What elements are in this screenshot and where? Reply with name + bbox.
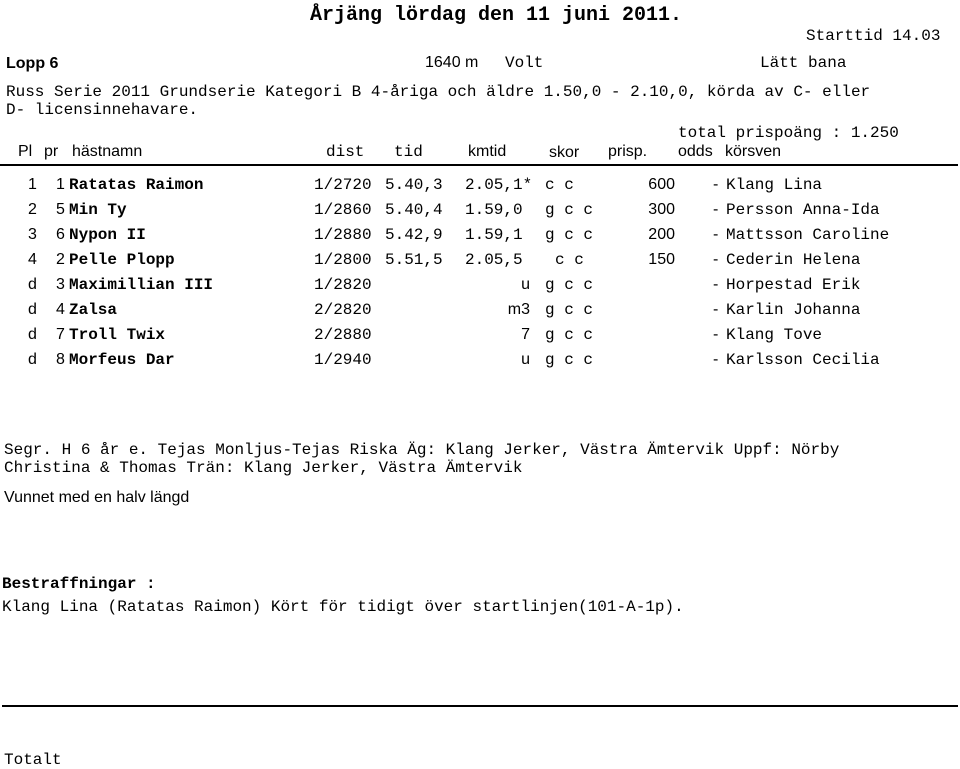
total-label: Totalt [4,751,62,769]
row-dist: 1/2720 [314,176,372,194]
row-post: 1 [56,176,65,193]
row-dist: 1/2880 [314,226,372,244]
row-shoes: g c c [545,301,594,319]
col-header-pr: pr [44,143,59,160]
col-header-tid: tid [394,143,423,161]
row-driver: Cederin Helena [726,251,861,269]
col-header-driver: körsven [725,143,782,160]
row-dist: 1/2820 [314,276,372,294]
row-odds-dash: - [713,351,719,368]
row-placing: d [28,326,37,343]
row-shoes: c c [545,176,574,194]
row-driver: Klang Lina [726,176,823,194]
page-title: Årjäng lördag den 11 juni 2011. [310,4,683,27]
row-shoes: g c c [545,326,594,344]
row-prize: 200 [648,226,675,243]
penalties-heading: Bestraffningar : [2,575,156,593]
row-time: 5.40,3 [385,176,443,194]
row-horse: Troll Twix [69,326,166,344]
row-odds-dash: - [713,251,719,268]
winner-pedigree-line2: Christina & Thomas Trän: Klang Jerker, Västra Ämtervik [4,459,523,477]
race-number: Lopp 6 [6,55,59,72]
row-driver: Karlsson Cecilia [726,351,880,369]
row-time: 5.42,9 [385,226,443,244]
row-horse: Pelle Plopp [69,251,175,269]
row-horse: Nypon II [69,226,146,244]
col-header-kmtid: kmtid [468,143,507,160]
row-horse: Morfeus Dar [69,351,175,369]
col-header-horse: hästnamn [72,143,143,160]
row-prize: 600 [648,176,675,193]
row-placing: 2 [28,201,37,218]
row-shoes: g c c [545,226,594,244]
row-kmtime: 7 [521,326,530,343]
row-prize: 150 [648,251,675,268]
col-header-pl: Pl [18,143,33,160]
row-dist: 2/2820 [314,301,372,319]
row-dist: 1/2860 [314,201,372,219]
footer-divider [2,705,958,707]
row-post: 6 [56,226,65,243]
row-time: 5.40,4 [385,201,443,219]
row-post: 8 [56,351,65,368]
row-post: 7 [56,326,65,343]
total-prize-points: total prispoäng : 1.250 [678,124,899,142]
row-kmtime: u [521,276,530,293]
penalties-text: Klang Lina (Ratatas Raimon) Kört för tidigt över startlinjen(101-A-1p). [2,598,684,616]
row-odds-dash: - [713,326,719,343]
race-distance: 1640 m [425,54,479,71]
row-kmtime: m3 [507,301,530,318]
row-shoes: g c c [545,351,594,369]
row-post: 5 [56,201,65,218]
track-condition: Lätt bana [760,54,847,72]
col-header-odds: odds [678,143,713,160]
row-horse: Ratatas Raimon [69,176,204,194]
row-placing: 4 [28,251,37,268]
row-driver: Karlin Johanna [726,301,861,319]
row-post: 2 [56,251,65,268]
winning-margin: Vunnet med en halv längd [4,489,190,506]
row-post: 4 [56,301,65,318]
row-dist: 1/2940 [314,351,372,369]
start-type: Volt [505,54,544,72]
row-dist: 1/2800 [314,251,372,269]
row-kmtime: 1.59,1 [465,226,523,244]
start-time: Starttid 14.03 [806,27,941,45]
row-odds-dash: - [713,201,719,218]
row-placing: 3 [28,226,37,243]
row-horse: Maximillian III [69,276,214,294]
row-placing: 1 [28,176,37,193]
row-placing: d [28,276,37,293]
row-horse: Min Ty [69,201,127,219]
row-odds-dash: - [713,226,719,243]
winner-pedigree-line1: Segr. H 6 år e. Tejas Monljus-Tejas Riska Äg: Klang Jerker, Västra Ämtervik Uppf: Nörby [4,441,840,459]
row-driver: Persson Anna-Ida [726,201,880,219]
row-time: 5.51,5 [385,251,443,269]
col-header-skor: skor [549,144,580,161]
row-shoes: g c c [545,201,594,219]
row-placing: d [28,301,37,318]
col-header-prisp: prisp. [608,143,648,160]
row-driver: Klang Tove [726,326,823,344]
row-driver: Horpestad Erik [726,276,861,294]
row-odds-dash: - [713,176,719,193]
row-kmtime: u [521,351,530,368]
row-shoes: c c [555,251,584,269]
header-divider [0,164,958,166]
row-kmtime: 1.59,0 [465,201,523,219]
row-kmtime: 2.05,1* [465,176,533,194]
row-driver: Mattsson Caroline [726,226,890,244]
row-odds-dash: - [713,276,719,293]
col-header-dist: dist [326,143,365,161]
row-horse: Zalsa [69,301,118,319]
row-dist: 2/2880 [314,326,372,344]
row-odds-dash: - [713,301,719,318]
row-shoes: g c c [545,276,594,294]
race-conditions-line2: D- licensinnehavare. [6,101,199,119]
race-conditions-line1: Russ Serie 2011 Grundserie Kategori B 4-åriga och äldre 1.50,0 - 2.10,0, körda av C- eller [6,83,871,101]
row-prize: 300 [648,201,675,218]
row-post: 3 [56,276,65,293]
row-placing: d [28,351,37,368]
row-kmtime: 2.05,5 [465,251,523,269]
